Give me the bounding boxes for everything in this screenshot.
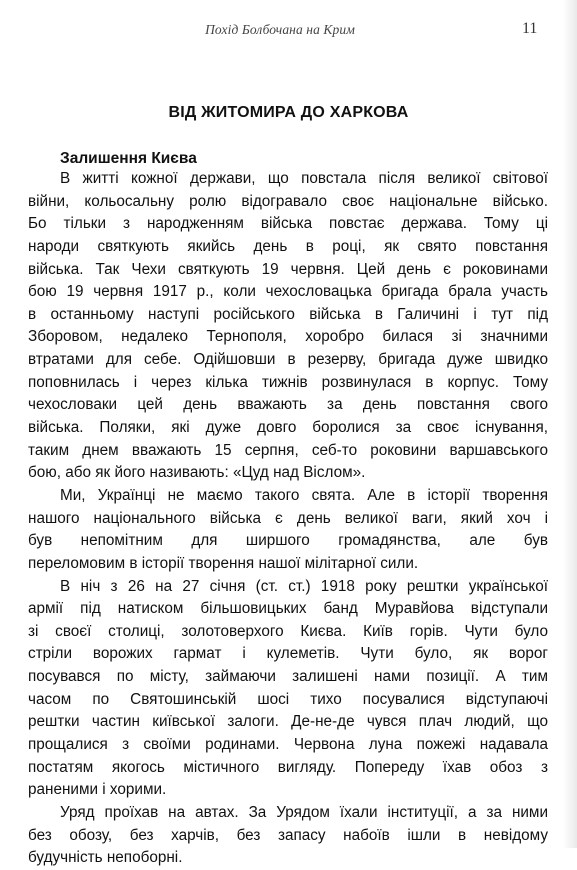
text-line: війська. Так Чехи святкують 19 червня. Цей день є роковинами [28,260,548,278]
text-line: посувався по місту, займаючи залишені нами позиції. А тим [28,668,548,686]
text-line: Бо тільки з народженням війська повстає держава. Тому ці [28,215,548,233]
text-line: був непомітним для ширшого громадянства, але був [28,532,548,550]
text-line: нашого національного війська є день великої ваги, який хоч і [28,509,548,527]
text-line: поповнилась і через кілька тижнів розвинулася в корпус. Тому [28,373,548,391]
running-title: Похід Болбочана на Крим [205,22,355,37]
text-line: рештки частин київської залоги. Де-не-де чувся плач людий, що [28,713,548,731]
text-line: В ніч з 26 на 27 січня (ст. ст.) 1918 року рештки української [60,577,548,595]
page-number: 11 [522,20,538,37]
text-line: чехословаки цей день вважають за день повстання свого [28,396,548,414]
text-line: втратами для себе. Одійшовши в резерву, бригада дуже швидко [28,351,548,369]
text-line: бою, або як його називають: «Цуд над Віслом». [28,464,366,482]
body-text [28,168,548,870]
text-line: часом по Святошинській шосі тихо посувалися відступаючі [28,690,548,708]
text-line: таким днем вважають 15 серпня, себ-то роковини варшавського [28,441,548,459]
page-edge-shadow [563,0,577,848]
text-line: Зборовом, недалеко Тернополя, хоробро билася зі значними [28,328,548,346]
text-line: переломовим в історії творення нашої мілітарної сили. [28,554,419,572]
paragraph [28,576,548,802]
text-line: бою 19 червня 1917 р., коли чехословацька бригада брала участь [28,283,548,301]
text-line: війни, кольосальну ролю відогравало своє національне військо. [28,192,548,210]
text-line: війська. Поляки, які дуже довго боролися за своє існування, [28,419,548,437]
paragraph [28,802,548,870]
text-line: прощалися з своїми родинами. Червона луна пожежі надавала [28,736,548,754]
chapter-title: ВІД ЖИТОМИРА ДО ХАРКОВА [168,104,409,121]
paragraph [28,485,548,576]
text-line: без обозу, без харчів, без запасу набоїв ішли в невідому [28,826,548,844]
paragraph [28,168,548,485]
text-line: В житті кожної держави, що повстала після великої світової [60,170,548,187]
text-line: стріли ворожих гармат і кулеметів. Чути було, як ворог [28,645,548,663]
text-line: раненими і хорими. [28,781,167,799]
text-line: Уряд проїхав на автах. За Урядом їхали інституції, а за ними [60,803,548,821]
running-header [0,20,577,40]
text-line: армії під натиском більшовицьких банд Муравйова відступали [28,600,548,618]
section-title: Залишення Києва [60,150,197,167]
text-line: народи святкують якийсь день в році, як свято повстання [28,237,548,255]
text-line: зі своєї столиці, золотоверхого Києва. Київ горів. Чути було [28,622,548,640]
text-line: в останньому наступі російського війська в Галичині і тут під [28,305,548,323]
text-line: будучність непоборні. [28,849,183,867]
text-line: постатям якогось містичного вигляду. Попереду їхав обоз з [28,758,548,776]
text-line: Ми, Українці не маємо такого свята. Але в історії творення [60,486,548,504]
